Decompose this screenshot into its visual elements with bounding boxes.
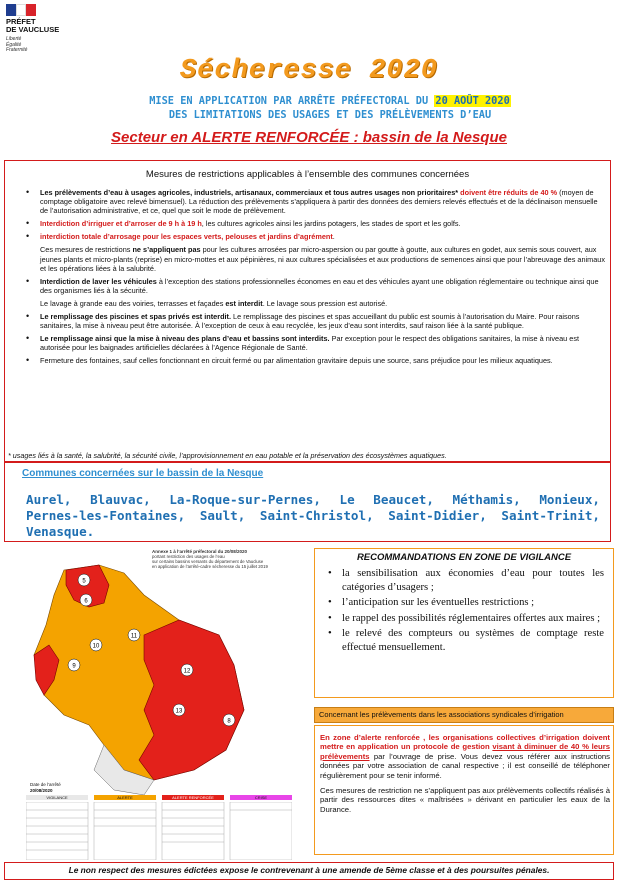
legend-crise: CRISE xyxy=(230,795,292,800)
map-label-10: 10 xyxy=(92,643,100,650)
map-label-12: 12 xyxy=(183,668,191,675)
french-flag-icon xyxy=(6,4,36,16)
page-title: Sécheresse 2020 xyxy=(179,56,439,86)
irrigation-banner: Concernant les prélèvements dans les associations syndicales d’irrigation xyxy=(314,707,614,723)
annex-line4: en application de l’arrêté-cadre sécheresse du 15 juillet 2019 xyxy=(152,564,268,569)
irrigation-para1: En zone d’alerte renforcée , les organisations collectives d’irrigation doivent mettre en application un protocole de gestion visant à diminuer de 40 % leurs prélèvements par l’ouvrage de prise. Vous devez vous référer aux instructions données par votre association de canal respective ; il est conseillé de téléphoner régulièrement pour se tenir informé. xyxy=(320,733,610,780)
map-label-8: 8 xyxy=(227,718,231,725)
map-label-6: 6 xyxy=(84,598,88,605)
irrigation-text xyxy=(320,733,610,814)
recommendations-title: RECOMMANDATIONS EN ZONE DE VIGILANCE xyxy=(356,552,572,563)
sector-heading: Secteur en ALERTE RENFORCÉE : bassin de la Nesque xyxy=(111,129,507,146)
subtitle-prefix: MISE EN APPLICATION PAR ARRÊTE PRÉFECTORAL DU xyxy=(149,95,429,107)
legend-vigilance: VIGILANCE xyxy=(26,795,88,800)
map-label-11: 11 xyxy=(130,633,138,640)
recommendation-item: • le rappel des possibilités réglementaires offertes aux maires ; xyxy=(328,612,601,624)
map-date-label: Date de l’arrêté xyxy=(30,782,61,787)
prefecture-logo-text xyxy=(6,18,59,34)
measure-exceptions: Ces mesures de restrictions ne s’appliquent pas pour les cultures arrosées par micro-aspersion ou par goutte à goutte, aux cultures en godet, aux semis sous couvert, aux jeunes plants et micro-plants (reprise) en micro-mottes et aux pépinières, ni aux cultures spécialisées et aux productions de semences ainsi que pour l’abreuvage des animaux et les opérations liées à la salubrité. xyxy=(40,245,605,273)
measure-withdrawals: • Les prélèvements d’eau à usages agricoles, industriels, artisanaux, commerciaux et tous autres usages non prioritaires* doivent être réduits de 40 % (moyen de comptage obligatoire avec relevé bimensuel). La réduction des prélèvements s’appliquera à partir des données des derniers relevés effectués et de la déclinaison mensuelle de l’autorisation administrative, et ce, quel que soit le mode de prélèvement. xyxy=(26,187,598,216)
measure-irrigation-hours: • Interdiction d’irriguer et d’arroser de 9 h à 19 h, les cultures agricoles ainsi les jardins potagers, les stades de sport et les golfs. xyxy=(26,218,461,229)
map-label-9: 9 xyxy=(72,663,76,670)
measure-road-washing: Le lavage à grande eau des voiries, terrasses et façades est interdit. Le lavage sous pression est autorisé. xyxy=(40,298,388,308)
map-zone-renforcee-east xyxy=(139,620,244,780)
penalty-notice: Le non respect des mesures édictées expose le contrevenant à une amende de 5ème classe et à des poursuites pénales. xyxy=(4,862,614,880)
logo-line2: DE VAUCLUSE xyxy=(6,25,60,34)
measures-list xyxy=(26,188,606,370)
decree-date: 20 AOÛT 2020 xyxy=(435,95,510,107)
map-date-block xyxy=(30,782,61,794)
measure-vehicle-washing: • Interdiction de laver les véhicules à l’exception des stations professionnelles économes en eau et des véhicules ayant une obligation réglementaire ou technique ainsi que des organismes liés à la sécurité. xyxy=(26,275,599,295)
recommendation-item: • l’anticipation sur les éventuelles restrictions ; xyxy=(328,597,535,608)
measure-ponds: • Le remplissage ainsi que la mise à niveau des plans d’eau et bassins sont interdits. Par exception pour le respect des obligations sanitaires, la mise à niveau est autorisée pour les baignades artificielles déclarées à l’Agence Régionale de Santé. xyxy=(26,333,579,353)
map-date-value: 20/08/2020 xyxy=(30,788,53,793)
communes-title: Communes concernées sur le bassin de la Nesque xyxy=(22,468,264,479)
motto-liberte: Liberté xyxy=(6,36,22,42)
map-label-5: 5 xyxy=(82,578,86,585)
irrigation-para2: Ces mesures de restriction ne s’appliquent pas aux prélèvements collectifs réalisés à partir des ressources dites « maîtrisées » dérivant en particulier les eaux de la Durance. xyxy=(320,786,610,814)
subtitle-line2: DES LIMITATIONS DES USAGES ET DES PRÉLÈVEMENTS D’EAU xyxy=(168,109,492,121)
restrictions-heading: Mesures de restrictions applicables à l’ensemble des communes concernées xyxy=(145,169,470,180)
motto-egalite: Égalité xyxy=(6,41,22,48)
republic-motto xyxy=(6,37,27,54)
annex-line2: portant restriction des usages de l’eau xyxy=(152,554,225,559)
map-annex-caption xyxy=(152,549,282,569)
map-legend xyxy=(4,795,304,855)
annex-title: Annexe 1 à l’arrêté préfectoral du 20/08/2020 xyxy=(152,549,248,554)
measure-pools: • Le remplissage des piscines et spas privés est interdit. Le remplissage des piscines et spas accueillant du public est soumis à l’autorisation du Maire. Pour raisons sanitaires, la mise à niveau peut être autorisée. À l’exception de ceux à eau recyclée, les jeux d’eau sont interdits, sauf raison liée à la santé publique. xyxy=(26,311,580,331)
map-label-13: 13 xyxy=(175,708,183,715)
logo-line1: PRÉFET xyxy=(6,17,36,26)
legend-alerte: ALERTE xyxy=(94,795,156,800)
motto-fraternite: Fraternité xyxy=(6,47,28,53)
legend-renforcee: ALERTE RENFORCÉE xyxy=(162,795,224,800)
subtitle-line1 xyxy=(60,95,600,107)
measure-watering-ban: • interdiction totale d’arrosage pour les espaces verts, pelouses et jardins d’agrément. xyxy=(26,231,335,242)
legend-grid xyxy=(26,802,292,860)
annex-line3: sur certains bassins versants du département de Vaucluse xyxy=(152,559,264,564)
communes-list: Aurel, Blauvac, La-Roque-sur-Pernes, Le Beaucet, Méthamis, Monieux, Pernes-les-Fontaines, Sault, Saint-Christol, Saint-Didier, Saint-Trinit, Venasque. xyxy=(26,492,600,539)
usage-footnote: * usages liés à la santé, la salubrité, la sécurité civile, l’approvisionnement en eau potable et la préservation des écosystèmes aquatiques. xyxy=(8,451,447,460)
measure-fountains: • Fermeture des fontaines, sauf celles fonctionnant en circuit fermé ou par alimentation gravitaire depuis une source, sans préjudice pour les milieux aquatiques. xyxy=(26,355,553,366)
recommendation-item: • le relevé des compteurs ou systèmes de comptage reste effectué mensuellement. xyxy=(328,628,604,653)
recommendation-item: • la sensibilisation aux économies d’eau pour toutes les catégories d’usagers ; xyxy=(328,568,604,593)
recommendations-list xyxy=(328,567,604,656)
